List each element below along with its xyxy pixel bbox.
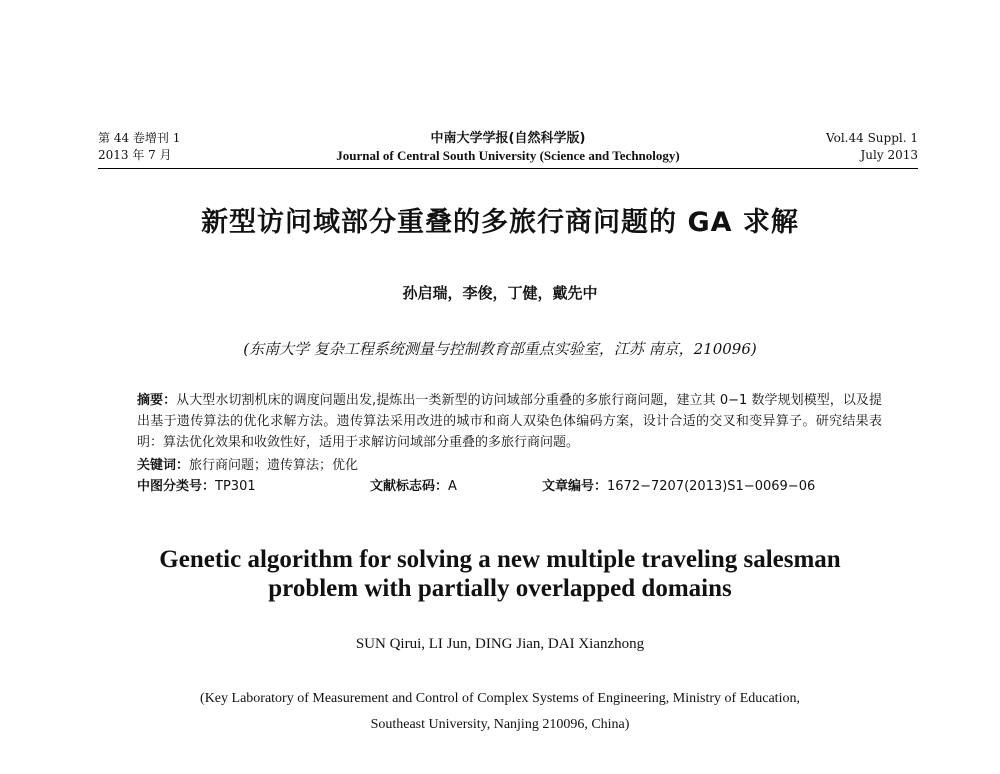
keywords-cn [137,455,882,476]
title-en-line-1: Genetic algorithm for solving a new multiple traveling salesman [159,546,841,573]
clc-number [137,476,256,497]
clc-value: TP301 [215,479,256,494]
affiliation-en-line-1: (Key Laboratory of Measurement and Control of Complex Systems of Engineering, Ministry of Education, [200,691,800,706]
abstract-cn [137,390,882,453]
doc-value: A [448,479,457,494]
journal-name-cn: 中南大学学报(自然科学版) [430,131,586,146]
header-rule [98,168,918,169]
clc-label: 中图分类号： [137,479,216,494]
affiliation-en-line-2: Southeast University, Nanjing 210096, China) [370,717,630,732]
abstract-label: 摘要： [137,393,177,408]
journal-name-en: Journal of Central South University (Science and Technology) [336,148,680,163]
volume-issue-en: Vol.44 Suppl. 1 [826,131,918,145]
publication-date-cn: 2013 年 7 月 [98,148,172,162]
title-en-line-2: problem with partially overlapped domains [268,575,732,602]
paper-title-cn: 新型访问域部分重叠的多旅行商问题的 GA 求解 [201,207,799,238]
doc-label: 文献标志码： [370,479,449,494]
affiliation-en [0,686,1000,738]
keywords-text: 旅行商问题；遗传算法；优化 [189,458,359,473]
article-label: 文章编号： [542,479,608,494]
document-code [370,476,457,497]
authors-en: SUN Qirui, LI Jun, DING Jian, DAI Xianzhong [355,636,645,652]
article-value: 1672−7207(2013)S1−0069−06 [607,479,816,494]
authors-cn: 孙启瑞，李俊，丁健，戴先中 [402,284,598,302]
affiliation-cn: (东南大学 复杂工程系统测量与控制教育部重点实验室，江苏 南京，210096) [243,340,757,358]
keywords-label: 关键词： [137,458,190,473]
article-number [542,476,815,497]
volume-issue: 第 44 卷增刊 1 [98,131,181,145]
publication-date-en: July 2013 [860,148,918,162]
classification-row [137,476,882,497]
journal-header [98,130,918,169]
abstract-text: 从大型水切割机床的调度问题出发,提炼出一类新型的访问域部分重叠的多旅行商问题，建立其 0−1 数学规划模型，以及提出基于遗传算法的优化求解方法。遗传算法采用改进的城市和商人双染色体编码方案，设计合适的交叉和变异算子。研究结果表明：算法优化效果和收敛性好，适用于求解访问域部分重叠的多旅行商问题。 [137,393,882,450]
paper-title-en [0,545,1000,603]
